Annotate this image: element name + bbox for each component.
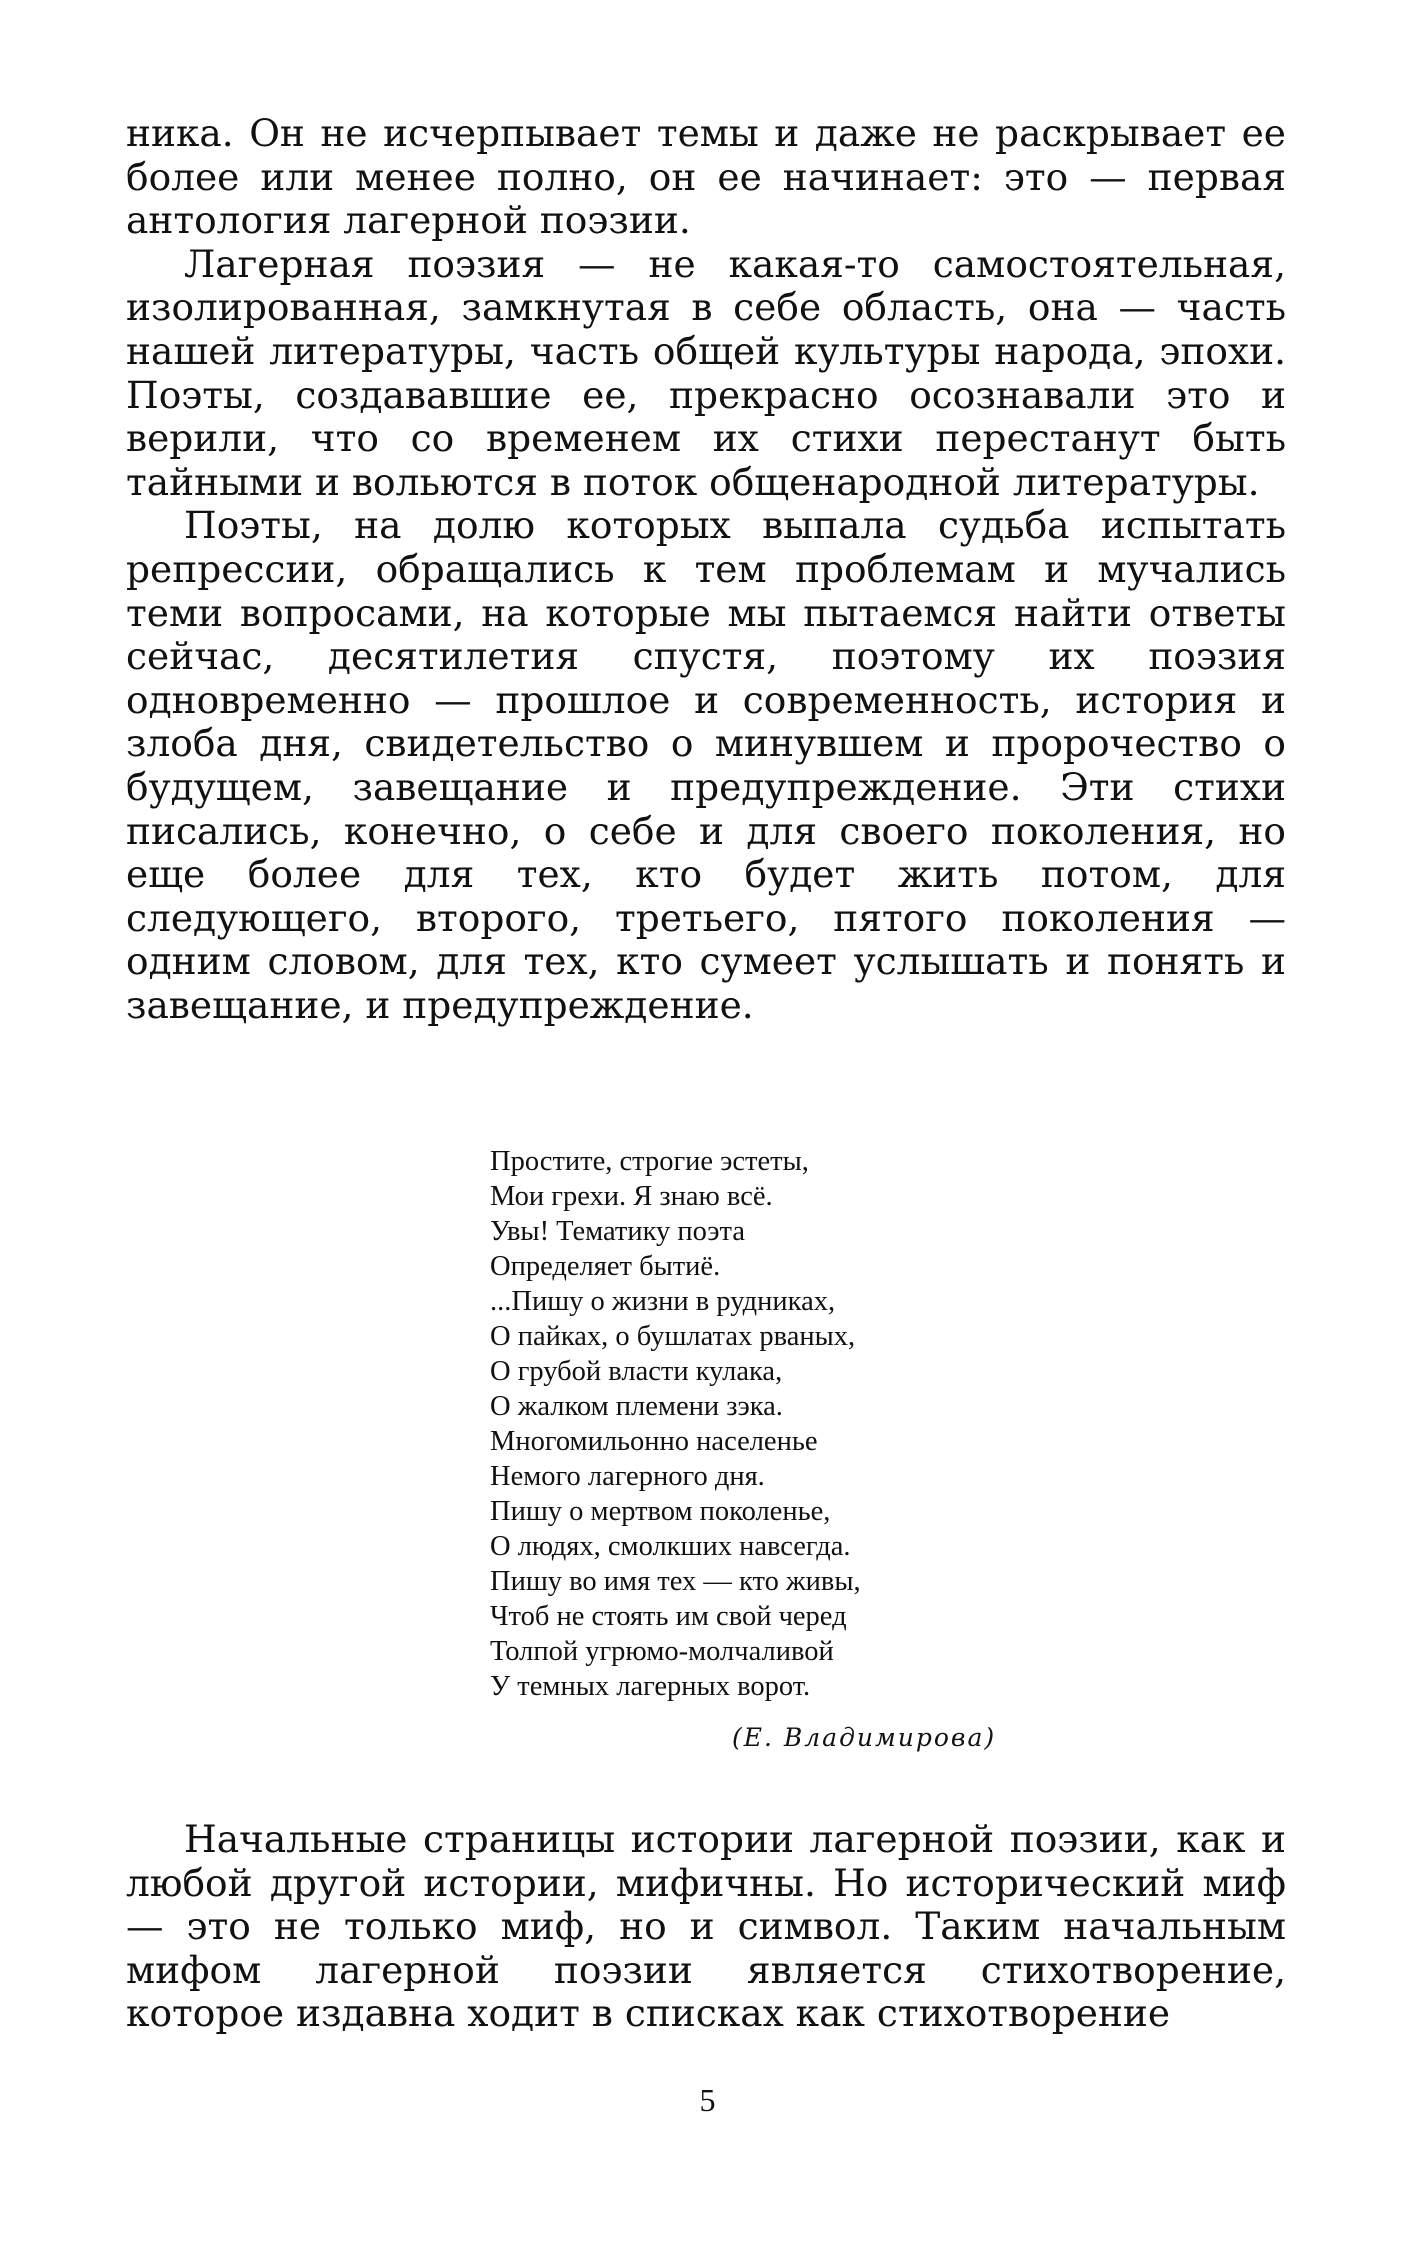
poem-line: О людях, смолкших навсегда. (490, 1531, 851, 1562)
body-text-top (126, 112, 1286, 1027)
poem-line: Определяет бытиё. (490, 1251, 721, 1282)
poem-line: Увы! Тематику поэта (490, 1216, 745, 1247)
poem-line: О грубой власти кулака, (490, 1356, 783, 1387)
poem-line: Пишу во имя тех — кто живы, (490, 1566, 861, 1597)
poem-line: Толпой угрюмо-молчаливой (490, 1636, 834, 1667)
poem-line: Чтоб не стоять им свой черед (490, 1601, 847, 1632)
poem-line: О жалком племени зэка. (490, 1391, 783, 1422)
poem-line: Немого лагерного дня. (490, 1461, 765, 1492)
poem-line: О пайках, о бушлатах рваных, (490, 1321, 856, 1352)
paragraph-continuation: ника. Он не исчерпывает темы и даже не раскрывает ее более или менее полно, он ее начинает: это — первая антология лагерной поэзии. (126, 111, 1286, 243)
page-number: 5 (699, 2082, 716, 2118)
poem-line: Простите, строгие эстеты, (490, 1146, 809, 1177)
paragraph: Начальные страницы истории лагерной поэзии, как и любой другой истории, мифичны. Но исторический миф — это не только миф, но и символ. Таким начальным мифом лагерной поэзии является стихотворение, которое издавна ходит в списках как стихотворение (126, 1817, 1286, 2036)
poem-line: Мои грехи. Я знаю всё. (490, 1181, 773, 1212)
poem-line: У темных лагерных ворот. (490, 1671, 811, 1702)
paragraph: Поэты, на долю которых выпала судьба испытать репрессии, обращались к тем проблемам и мучались теми вопросами, на которые мы пытаемся найти ответы сейчас, десятилетия спустя, поэтому их поэзия одновременно — прошлое и современность, история и злоба дня, свидетельство о минувшем и пророчество о будущем, завещание и предупреждение. Эти стихи писались, конечно, о себе и для своего поколения, но еще более для тех, кто будет жить потом, для следующего, второго, третьего, пятого поколения — одним словом, для тех, кто сумеет услышать и понять и завещание, и предупреждение. (126, 503, 1286, 1027)
body-text-bottom (126, 1818, 1286, 2036)
poem (490, 1144, 861, 1704)
poem-line: Пишу о мертвом поколенье, (490, 1496, 831, 1527)
paragraph: Лагерная поэзия — не какая-то самостоятельная, изолированная, замкнутая в себе область, она — часть нашей литературы, часть общей культуры народа, эпохи. Поэты, создававшие ее, прекрасно осознавали это и верили, что со временем их стихи перестанут быть тайными и вольются в поток общенародной литературы. (126, 241, 1286, 504)
poem-attribution: (Е. Владимирова) (732, 1723, 997, 1752)
poem-line: ...Пишу о жизни в рудниках, (490, 1286, 836, 1317)
poem-line: Многомильонно населенье (490, 1426, 818, 1457)
